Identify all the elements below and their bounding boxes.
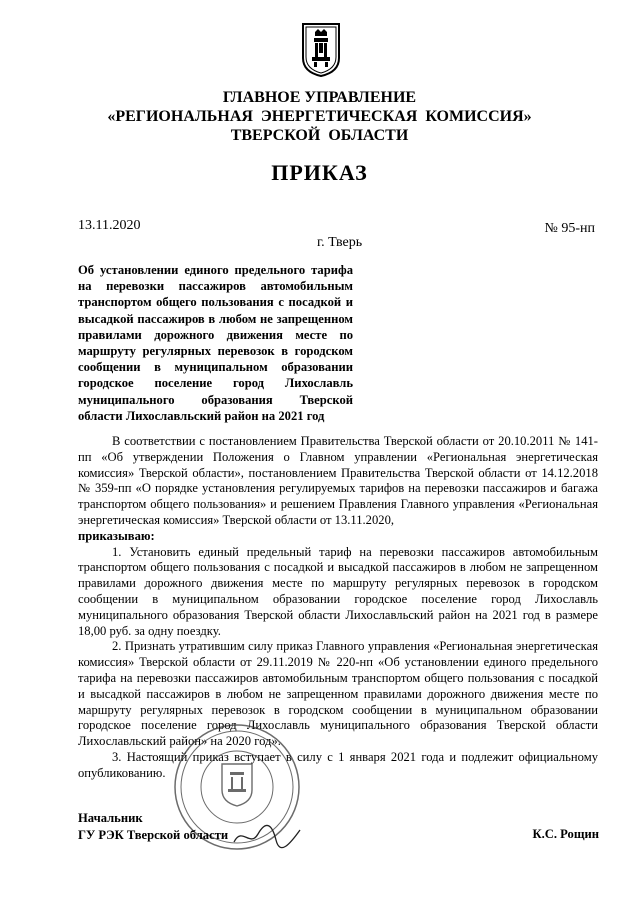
document-body	[78, 434, 598, 782]
org-line-3: ТВЕРСКОЙ ОБЛАСТИ	[230, 127, 409, 144]
document-date: 13.11.2020	[78, 218, 141, 233]
handwritten-signature-icon	[232, 820, 302, 850]
preamble-paragraph: В соответствии с постановлением Правительства Тверской области от 20.10.2011 № 141-пп «Об утверждении Положения о Главном управлении «Региональная энергетическая комиссия» Тверской области», постановлением Правительства Тверской области от 14.12.2018 № 359-пп «О порядке установления регулируемых тарифов на перевозки пассажиров и багажа транспортом общего пользования» и решением Правления Главного управления «Региональная энергетическая комиссия» Тверской области от 13.11.2020,	[78, 434, 598, 527]
order-item-3: 3. Настоящий приказ вступает в силу с 1 января 2021 года и подлежит официальному опубликованию.	[78, 749, 598, 780]
document-subject: Об установлении единого предельного тарифа на перевозки пассажиров автомобильным транспортом общего пользования с посадкой и высадкой пассажиров в любом не запрещенном правилами дорожного движения месте по маршруту регулярных перевозок в городском сообщении в муниципальном образовании городское поселение город Лихославль муниципального образования Тверской области Лихославльский район на 2021 год	[78, 263, 353, 423]
order-item-2: 2. Признать утратившим силу приказ Главного управления «Региональная энергетическая комиссия» Тверской области от 29.11.2019 № 220-нп «Об установлении единого предельного тарифа на перевозки пассажиров автомобильным транспортом общего пользования с посадкой и высадкой пассажиров в любом не запрещенном правилами дорожного движения месте по маршруту регулярных перевозок в городском сообщении в муниципальном образовании городское поселение город Лихославль муниципального образования Тверской области Лихославльский район» на 2020 год».	[78, 639, 598, 749]
org-line-2: «РЕГИОНАЛЬНАЯ ЭНЕРГЕТИЧЕСКАЯ КОМИССИЯ»	[107, 108, 532, 125]
document-city: г. Тверь	[317, 235, 363, 250]
signatory-name: К.С. Рощин	[532, 827, 599, 841]
position-line-2: ГУ РЭК Тверской области	[78, 828, 229, 842]
document-number: № 95-нп	[544, 221, 595, 236]
position-line-1: Начальник	[78, 811, 143, 825]
org-line-1: ГЛАВНОЕ УПРАВЛЕНИЕ	[222, 89, 417, 106]
signatory-position	[78, 810, 228, 844]
organization-name	[0, 88, 639, 145]
order-item-1: 1. Установить единый предельный тариф на перевозки пассажиров автомобильным транспортом общего пользования с посадкой и высадкой пассажиров в любом не запрещенном правилами дорожного движения месте по маршруту регулярных перевозок в городском сообщении в муниципальном образовании городское поселение город Лихославль муниципального образования Тверской области Лихославльский район на 2021 год в размере 18,00 руб. за одну поездку.	[78, 544, 598, 638]
document-title: ПРИКАЗ	[271, 160, 368, 185]
tver-coat-of-arms-icon	[301, 22, 341, 78]
orders-label: приказываю:	[78, 528, 155, 543]
